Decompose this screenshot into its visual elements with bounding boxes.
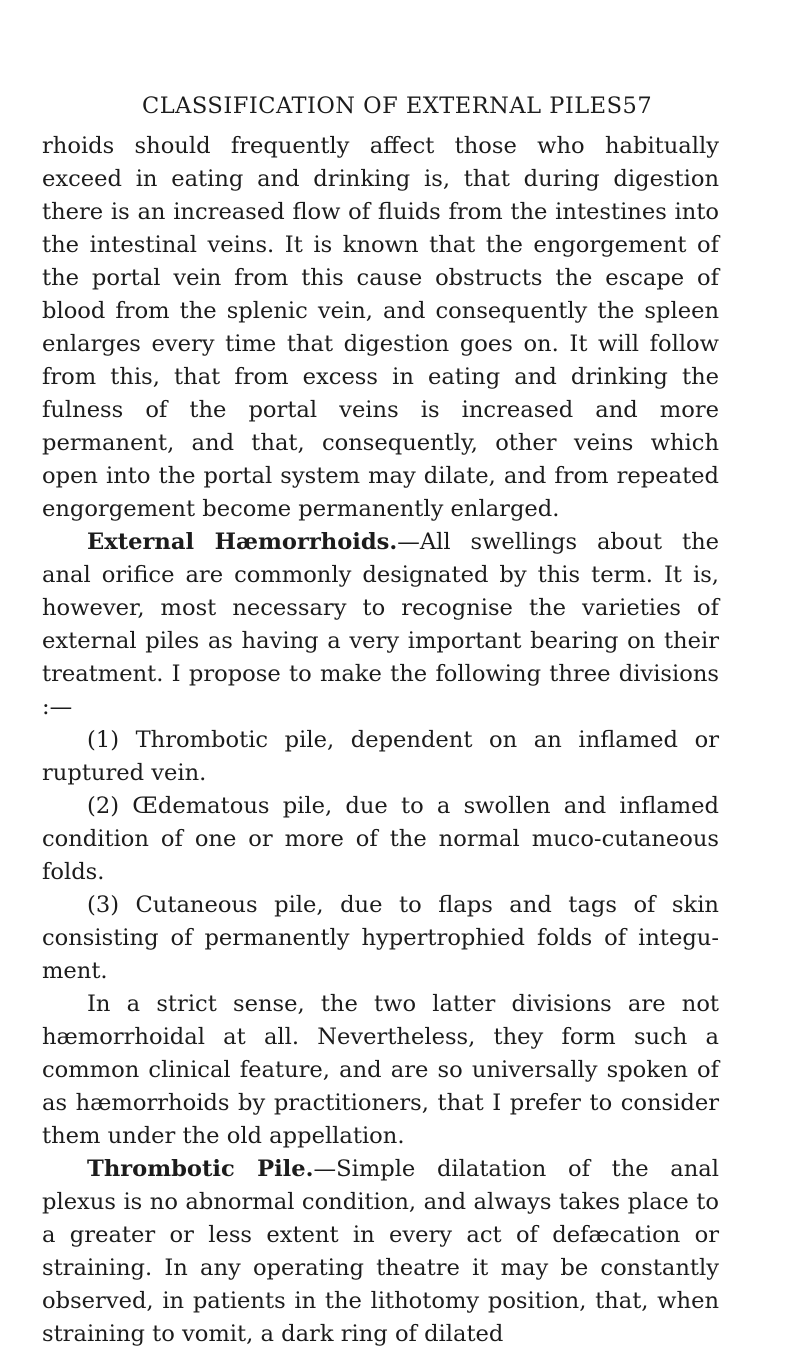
paragraph-thrombotic-pile (42, 1153, 719, 1351)
list-item-thrombotic: (1) Thrombotic pile, dependent on an inflamed or ruptured vein. (42, 727, 719, 786)
list-item-cutaneous: (3) Cutaneous pile, due to flaps and tags of skin consisting of permanently hypertrophied folds of integument. (42, 892, 719, 984)
paragraph-external-haemorrhoids (42, 526, 719, 724)
page-number: 57 (622, 93, 653, 119)
paragraph-text: —All swellings about the anal orifice are commonly designated by this term. It is, however, most necessary to recognise the varieties of external piles as having a very important bearing on their treatment. I propose to make the following three divisions :— (42, 529, 720, 720)
running-header (142, 93, 653, 119)
paragraph-text: —Simple dilatation of the anal plexus is no abnormal condition, and always takes place to a greater or less extent in every act of defæcation or straining. In any operating theatre it may be constantly observed, in patients in the lithotomy position, that, when straining to vomit, a dark ring of dilated (42, 1156, 720, 1347)
paragraph-strict-sense: In a strict sense, the two latter divisions are not hæmorrhoidal at all. Nevertheless, they form such a common clinical feature, and are so universally spoken of as hæmorrhoids by practitioners, that I prefer to consider them under the old appellation. (42, 991, 719, 1149)
section-heading-thrombotic-pile: Thrombotic Pile. (87, 1156, 314, 1182)
list-item-oedematous: (2) Œdematous pile, due to a swollen and inflamed condition of one or more of the normal muco-cutaneous folds. (42, 793, 719, 885)
running-title: CLASSIFICATION OF EXTERNAL PILES (142, 93, 623, 119)
body-text (42, 130, 719, 1351)
section-heading-external-haemorrhoids: External Hæmorrhoids. (87, 529, 398, 555)
paragraph-continuation: rhoids should frequently affect those who habitually exceed in eating and drinking is, that during digestion there is an increased flow of fluids from the intestines into the intestinal veins. It is known that the engorgement of the portal vein from this cause obstructs the escape of blood from the splenic vein, and consequently the spleen enlarges every time that digestion goes on. It will follow from this, that from excess in eating and drinking the fulness of the portal veins is increased and more permanent, and that, consequently, other veins which open into the portal system may dilate, and from repeated engorgement become permanently enlarged. (42, 133, 719, 522)
